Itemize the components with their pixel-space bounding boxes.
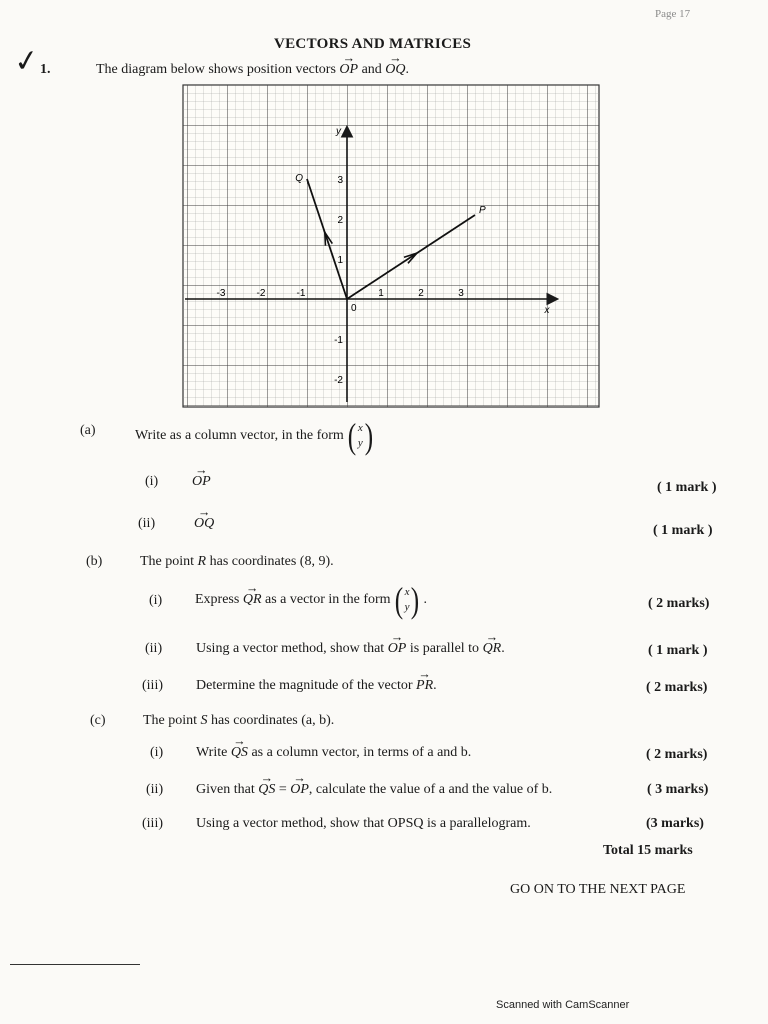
part-c-ii-label: (ii) [146, 782, 164, 797]
vector-qr: → QR [243, 592, 262, 608]
part-b-i-label: (i) [149, 593, 163, 608]
part-c-text [143, 713, 334, 729]
point-r: R [197, 554, 207, 569]
column-vector-form: ( x y ) [347, 416, 373, 456]
part-c-iii-text: Using a vector method, show that OPSQ is a parallelogram. [196, 816, 531, 831]
equals-sign: = [278, 782, 287, 797]
part-c-iii-label: (iii) [142, 816, 163, 831]
part-a-text [135, 418, 377, 454]
x-tick-label: -2 [256, 288, 266, 299]
vector-qs-c: → QS [258, 782, 275, 798]
part-a-i-label: (i) [145, 474, 159, 489]
point-q-label: Q [295, 173, 303, 184]
total-marks: Total 15 marks [603, 843, 693, 858]
y-tick-label: -1 [334, 335, 343, 346]
footer-rule [10, 964, 140, 965]
part-b-i-text: Express → QR as a vector in the form ( x y ) . [195, 582, 427, 618]
point-s: S [200, 713, 208, 728]
y-tick-label: 2 [337, 215, 343, 226]
part-a-ii-label: (ii) [138, 516, 156, 531]
page-reference: Page 17 [655, 8, 691, 20]
part-b-text [140, 554, 334, 570]
x-axis-label: x [544, 305, 550, 316]
intro-and: and [361, 62, 382, 77]
vector-op-b: → OP [388, 641, 407, 657]
vector-qs: → QS [231, 745, 248, 761]
part-b-label: (b) [86, 554, 103, 569]
scanner-watermark: Scanned with CamScanner [496, 999, 630, 1011]
vector-op: → OP [339, 62, 358, 78]
part-a-i-marks: ( 1 mark ) [657, 480, 717, 495]
intro-end: . [405, 62, 410, 77]
part-c-i-after: as a column vector, in terms of a and b. [251, 745, 472, 760]
vector-diagram [180, 84, 602, 410]
next-page-note: GO ON TO THE NEXT PAGE [510, 882, 686, 897]
part-b-i-before: Express [195, 592, 240, 607]
part-b-iii-end: . [433, 678, 437, 693]
part-b-iii-text [196, 678, 437, 694]
part-b-iii-marks: ( 2 marks) [646, 680, 708, 695]
vector-op-a: → OP [192, 474, 211, 490]
point-p-label: P [479, 205, 486, 216]
x-tick-label: 1 [378, 288, 384, 299]
part-c-ii-before: Given that [196, 782, 255, 797]
part-b-ii-before: Using a vector method, show that [196, 641, 385, 656]
column-vector-form: ( x y ) [394, 580, 420, 620]
x-tick-label: 2 [418, 288, 424, 299]
part-b-ii-text [196, 641, 505, 657]
part-b-i-after: as a vector in the form [265, 592, 391, 607]
part-a-label: (a) [80, 423, 96, 438]
vector-qr-b: → QR [483, 641, 502, 657]
part-c-text-after: has coordinates (a, b). [211, 713, 335, 728]
part-b-ii-middle: is parallel to [409, 641, 480, 656]
part-c-i-marks: ( 2 marks) [646, 747, 708, 762]
y-tick-label: 1 [337, 255, 343, 266]
part-c-ii-text [196, 782, 552, 798]
part-c-text-before: The point [143, 713, 198, 728]
part-c-i-label: (i) [150, 745, 164, 760]
part-c-ii-marks: ( 3 marks) [647, 782, 709, 797]
part-c-label: (c) [90, 713, 106, 728]
part-b-ii-marks: ( 1 mark ) [648, 643, 708, 658]
page-title: VECTORS AND MATRICES [274, 36, 472, 52]
y-axis-label: y [336, 126, 341, 137]
part-a-i-vector [192, 474, 211, 490]
part-b-ii-end: . [501, 641, 505, 656]
part-c-ii-after: , calculate the value of a and the value of b. [308, 782, 553, 797]
part-c-iii-marks: (3 marks) [646, 816, 704, 831]
part-b-i-marks: ( 2 marks) [648, 596, 710, 611]
part-a-instruction: Write as a column vector, in the form [135, 428, 344, 443]
vector-pr: → PR [416, 678, 433, 694]
part-a-ii-vector [194, 516, 214, 532]
part-c-i-text [196, 745, 471, 761]
form-x: x [357, 422, 363, 434]
grid-paper [183, 85, 599, 407]
form-y: y [357, 437, 363, 449]
vector-op-c: → OP [290, 782, 309, 798]
x-tick-label: -3 [216, 288, 226, 299]
vector-oq-a: → OQ [194, 516, 214, 532]
x-tick-label: 3 [458, 288, 464, 299]
part-b-iii-label: (iii) [142, 678, 163, 693]
intro-text: The diagram below shows position vectors [96, 62, 336, 77]
part-b-text-before: The point [140, 554, 195, 569]
part-b-text-after: has coordinates (8, 9). [209, 554, 334, 569]
vector-oq: → OQ [385, 62, 405, 78]
form-y: y [404, 601, 410, 613]
question-number: 1. [40, 62, 51, 77]
question-intro [96, 62, 409, 78]
y-tick-label: 3 [337, 175, 343, 186]
tick-mark: ✓ [11, 42, 42, 81]
x-tick-label: -1 [296, 288, 306, 299]
origin-label: 0 [351, 303, 357, 314]
part-b-ii-label: (ii) [145, 641, 163, 656]
y-tick-label: -2 [334, 375, 343, 386]
form-x: x [404, 586, 410, 598]
part-a-ii-marks: ( 1 mark ) [653, 523, 713, 538]
part-b-iii-before: Determine the magnitude of the vector [196, 678, 413, 693]
part-c-i-before: Write [196, 745, 228, 760]
